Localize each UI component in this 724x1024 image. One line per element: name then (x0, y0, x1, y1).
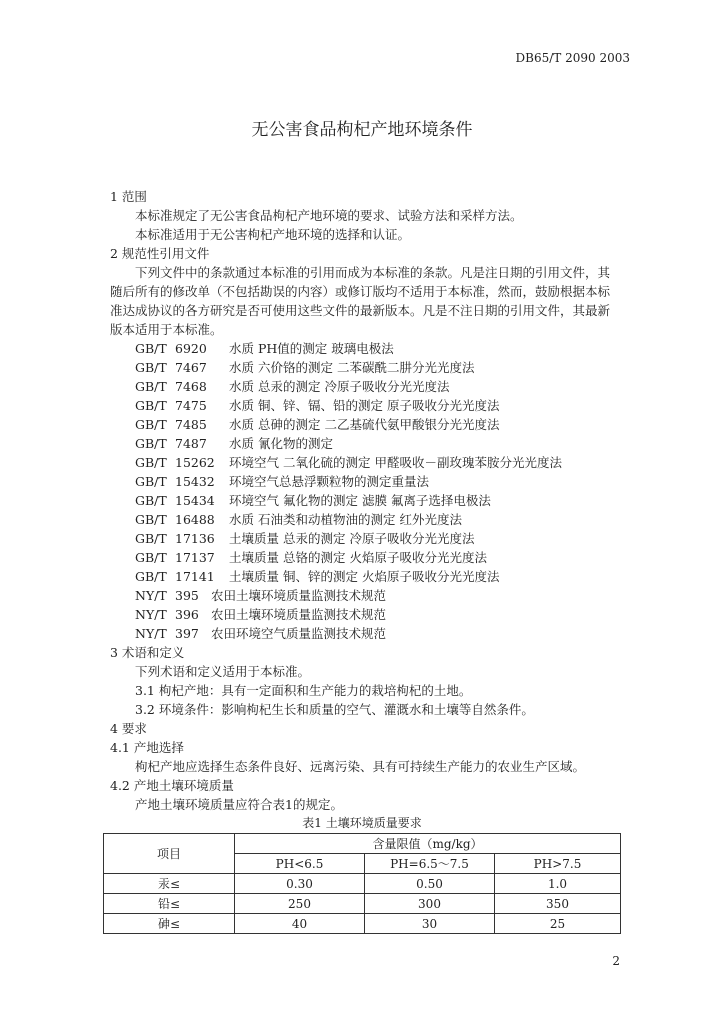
reference-number: 7467 (175, 360, 207, 375)
table-ph-header: PH<6.5 (235, 854, 365, 874)
table-ph-header: PH=6.5～7.5 (365, 854, 495, 874)
reference-prefix: GB/T (135, 512, 167, 527)
table-cell-value: 25 (495, 914, 621, 934)
section-2-heading: 2 规范性引用文件 (110, 246, 210, 261)
definition-3-2: 3.2 环境条件：影响枸杞生长和质量的空气、灌溉水和土壤等自然条件。 (135, 702, 534, 717)
section-2-paragraph-line: 版本适用于本标准。 (110, 322, 223, 337)
reference-prefix: GB/T (135, 379, 167, 394)
table-cell-value: 0.30 (235, 874, 365, 894)
table-limit-header: 含量限值（mg/kg） (235, 834, 621, 854)
reference-prefix: NY/T (135, 588, 167, 603)
reference-title: 环境空气 氟化物的测定 滤膜 氟离子选择电极法 (229, 493, 491, 508)
table-cell-value: 350 (495, 894, 621, 914)
reference-number: 17136 (175, 531, 215, 546)
reference-number: 16488 (175, 512, 215, 527)
reference-number: 7475 (175, 398, 207, 413)
reference-title: 水质 总汞的测定 冷原子吸收分光光度法 (229, 379, 450, 394)
reference-number: 17137 (175, 550, 215, 565)
table-row (104, 894, 621, 914)
table-cell-value: 250 (235, 894, 365, 914)
table-row (104, 874, 621, 894)
reference-title: 水质 铜、锌、镉、铅的测定 原子吸收分光光度法 (229, 398, 500, 413)
reference-prefix: GB/T (135, 417, 167, 432)
table-cell-item: 铅≤ (104, 894, 235, 914)
table-cell-item: 砷≤ (104, 914, 235, 934)
reference-prefix: GB/T (135, 569, 167, 584)
section-3-paragraph: 下列术语和定义适用于本标准。 (135, 664, 311, 679)
reference-number: 7485 (175, 417, 207, 432)
reference-prefix: GB/T (135, 531, 167, 546)
reference-title: 水质 PH值的测定 玻璃电极法 (229, 341, 394, 356)
section-4-2-paragraph: 产地土壤环境质量应符合表1的规定。 (135, 797, 343, 812)
table-cell-value: 30 (365, 914, 495, 934)
reference-prefix: NY/T (135, 626, 167, 641)
section-4-heading: 4 要求 (110, 721, 147, 736)
reference-number: 15262 (175, 455, 215, 470)
section-4-1-paragraph: 枸杞产地应选择生态条件良好、远离污染、具有可持续生产能力的农业生产区域。 (135, 759, 586, 774)
section-3-heading: 3 术语和定义 (110, 645, 185, 660)
document-code: DB65/T 2090 2003 (515, 51, 630, 65)
reference-title: 水质 总砷的测定 二乙基硫代氨甲酸银分光光度法 (229, 417, 500, 432)
reference-title: 农田土壤环境质量监测技术规范 (211, 588, 387, 603)
reference-prefix: GB/T (135, 455, 167, 470)
table-cell-value: 40 (235, 914, 365, 934)
table-cell-item: 汞≤ (104, 874, 235, 894)
section-2-paragraph-line: 准达成协议的各方研究是否可使用这些文件的最新版本。凡是不注日期的引用文件，其最新 (110, 303, 611, 318)
reference-number: 396 (175, 607, 199, 622)
reference-prefix: NY/T (135, 607, 167, 622)
reference-number: 397 (175, 626, 199, 641)
section-1-paragraph-1: 本标准规定了无公害食品枸杞产地环境的要求、试验方法和采样方法。 (135, 208, 523, 223)
reference-title: 土壤质量 铜、锌的测定 火焰原子吸收分光光度法 (229, 569, 500, 584)
table-row (104, 914, 621, 934)
reference-prefix: GB/T (135, 360, 167, 375)
reference-prefix: GB/T (135, 341, 167, 356)
reference-number: 15432 (175, 474, 215, 489)
reference-prefix: GB/T (135, 550, 167, 565)
reference-title: 土壤质量 总铬的测定 火焰原子吸收分光光度法 (229, 550, 487, 565)
reference-number: 15434 (175, 493, 215, 508)
section-2-paragraph-line: 下列文件中的条款通过本标准的引用而成为本标准的条款。凡是注日期的引用文件，其 (135, 265, 611, 280)
reference-title: 水质 六价铬的测定 二苯碳酰二肼分光光度法 (229, 360, 475, 375)
table-cell-value: 1.0 (495, 874, 621, 894)
table-cell-value: 0.50 (365, 874, 495, 894)
section-4-2-heading: 4.2 产地土壤环境质量 (110, 778, 234, 793)
section-2-paragraph-line: 随后所有的修改单（不包括勘误的内容）或修订版均不适用于本标准，然而，鼓励根据本标 (110, 284, 611, 299)
section-1-paragraph-2: 本标准适用于无公害枸杞产地环境的选择和认证。 (135, 227, 411, 242)
soil-quality-table (103, 833, 621, 934)
reference-prefix: GB/T (135, 436, 167, 451)
reference-title: 环境空气总悬浮颗粒物的测定重量法 (229, 474, 430, 489)
reference-number: 6920 (175, 341, 207, 356)
reference-prefix: GB/T (135, 493, 167, 508)
table-ph-header: PH>7.5 (495, 854, 621, 874)
reference-prefix: GB/T (135, 474, 167, 489)
section-1-heading: 1 范围 (110, 189, 147, 204)
page-title: 无公害食品枸杞产地环境条件 (251, 120, 473, 140)
reference-number: 7487 (175, 436, 207, 451)
page-number: 2 (612, 954, 620, 968)
definition-3-1: 3.1 枸杞产地：具有一定面积和生产能力的栽培枸杞的土地。 (135, 683, 472, 698)
section-4-1-heading: 4.1 产地选择 (110, 740, 184, 755)
reference-title: 土壤质量 总汞的测定 冷原子吸收分光光度法 (229, 531, 475, 546)
reference-title: 水质 氰化物的测定 (229, 436, 333, 451)
table-caption: 表1 土壤环境质量要求 (302, 816, 422, 830)
reference-number: 17141 (175, 569, 215, 584)
reference-title: 环境空气 二氧化硫的测定 甲醛吸收－副玫瑰苯胺分光光度法 (229, 455, 562, 470)
reference-number: 7468 (175, 379, 207, 394)
reference-title: 水质 石油类和动植物油的测定 红外光度法 (229, 512, 462, 527)
table-item-header: 项目 (104, 834, 235, 874)
reference-number: 395 (175, 588, 199, 603)
reference-prefix: GB/T (135, 398, 167, 413)
table-cell-value: 300 (365, 894, 495, 914)
reference-title: 农田环境空气质量监测技术规范 (211, 626, 387, 641)
reference-title: 农田土壤环境质量监测技术规范 (211, 607, 387, 622)
